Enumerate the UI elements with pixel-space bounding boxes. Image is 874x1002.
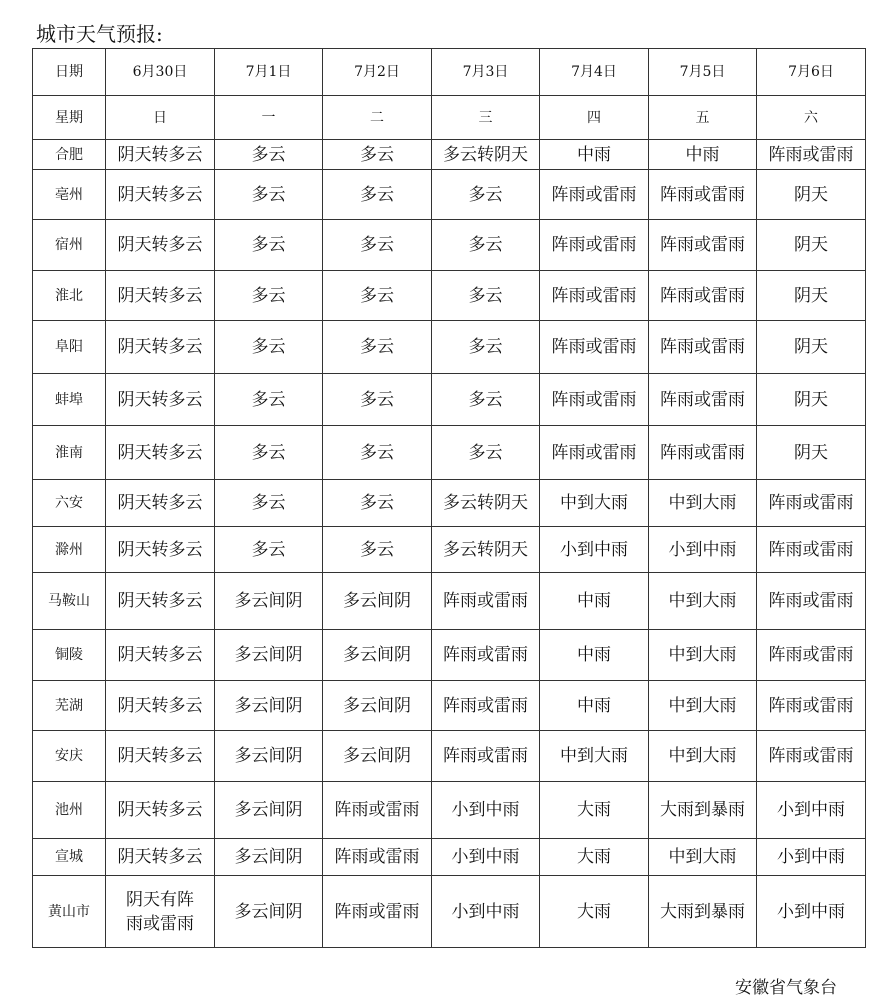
forecast-cell: 多云转阴天 <box>432 480 540 527</box>
forecast-cell: 中雨 <box>540 630 649 681</box>
forecast-cell: 多云转阴天 <box>432 140 540 170</box>
forecast-cell: 阵雨或雷雨 <box>757 140 866 170</box>
forecast-cell: 阴天 <box>757 170 866 220</box>
forecast-cell: 多云 <box>215 220 323 271</box>
forecast-cell: 多云 <box>323 170 432 220</box>
city-name: 池州 <box>33 782 106 839</box>
forecast-cell: 中到大雨 <box>649 731 757 782</box>
forecast-cell: 多云间阴 <box>215 839 323 876</box>
forecast-cell: 多云间阴 <box>215 630 323 681</box>
forecast-cell: 多云 <box>323 527 432 573</box>
forecast-cell: 多云 <box>215 271 323 321</box>
table-row <box>33 271 866 321</box>
forecast-cell: 阵雨或雷雨 <box>432 681 540 731</box>
forecast-cell: 阴天 <box>757 220 866 271</box>
forecast-cell: 阵雨或雷雨 <box>649 321 757 374</box>
forecast-cell: 多云间阴 <box>215 573 323 630</box>
forecast-cell: 阴天 <box>757 374 866 426</box>
forecast-cell: 阴天转多云 <box>106 527 215 573</box>
forecast-cell: 小到中雨 <box>432 782 540 839</box>
forecast-cell: 中到大雨 <box>540 731 649 782</box>
city-name: 黄山市 <box>33 876 106 948</box>
forecast-cell: 阴天转多云 <box>106 374 215 426</box>
forecast-cell: 阴天转多云 <box>106 426 215 480</box>
city-name: 滁州 <box>33 527 106 573</box>
forecast-cell: 阵雨或雷雨 <box>757 573 866 630</box>
forecast-cell: 中雨 <box>540 140 649 170</box>
issuer-label: 安徽省气象台 <box>735 978 837 998</box>
table-row <box>33 140 866 170</box>
table-row <box>33 731 866 782</box>
date-cell: 7月1日 <box>215 49 323 96</box>
table-row <box>33 170 866 220</box>
city-name: 阜阳 <box>33 321 106 374</box>
city-name: 蚌埠 <box>33 374 106 426</box>
forecast-cell: 大雨到暴雨 <box>649 782 757 839</box>
forecast-cell: 阵雨或雷雨 <box>649 426 757 480</box>
city-name: 马鞍山 <box>33 573 106 630</box>
city-name: 合肥 <box>33 140 106 170</box>
forecast-cell: 阵雨或雷雨 <box>323 839 432 876</box>
forecast-cell: 大雨 <box>540 839 649 876</box>
weekday-cell: 日 <box>106 96 215 140</box>
forecast-cell: 阵雨或雷雨 <box>649 374 757 426</box>
forecast-cell: 多云 <box>215 480 323 527</box>
forecast-cell: 中到大雨 <box>649 573 757 630</box>
city-name: 淮南 <box>33 426 106 480</box>
table-row <box>33 321 866 374</box>
forecast-cell: 多云 <box>215 426 323 480</box>
forecast-cell: 小到中雨 <box>432 876 540 948</box>
forecast-cell: 小到中雨 <box>649 527 757 573</box>
forecast-cell: 大雨 <box>540 782 649 839</box>
forecast-cell: 阴天转多云 <box>106 681 215 731</box>
forecast-cell: 阵雨或雷雨 <box>540 321 649 374</box>
table-row <box>33 630 866 681</box>
forecast-cell: 多云间阴 <box>215 681 323 731</box>
forecast-cell: 阵雨或雷雨 <box>757 480 866 527</box>
date-row-label: 日期 <box>33 49 106 96</box>
forecast-cell: 多云间阴 <box>323 573 432 630</box>
forecast-cell: 中到大雨 <box>649 681 757 731</box>
forecast-cell: 阵雨或雷雨 <box>432 573 540 630</box>
forecast-cell: 中雨 <box>540 681 649 731</box>
forecast-cell: 多云间阴 <box>215 876 323 948</box>
forecast-cell: 阴天转多云 <box>106 170 215 220</box>
city-name: 亳州 <box>33 170 106 220</box>
forecast-cell: 小到中雨 <box>540 527 649 573</box>
forecast-cell: 多云间阴 <box>323 731 432 782</box>
city-name: 安庆 <box>33 731 106 782</box>
date-cell: 7月2日 <box>323 49 432 96</box>
forecast-cell: 阵雨或雷雨 <box>649 170 757 220</box>
forecast-cell: 阵雨或雷雨 <box>432 731 540 782</box>
forecast-cell: 阴天 <box>757 271 866 321</box>
city-name: 六安 <box>33 480 106 527</box>
forecast-cell: 阴天转多云 <box>106 731 215 782</box>
forecast-cell: 多云 <box>432 271 540 321</box>
city-name: 铜陵 <box>33 630 106 681</box>
forecast-cell: 多云 <box>432 321 540 374</box>
forecast-cell: 多云 <box>215 374 323 426</box>
date-cell: 7月5日 <box>649 49 757 96</box>
date-cell: 7月3日 <box>432 49 540 96</box>
city-name: 宣城 <box>33 839 106 876</box>
forecast-cell: 阴天转多云 <box>106 782 215 839</box>
forecast-cell: 阵雨或雷雨 <box>757 527 866 573</box>
forecast-cell: 中到大雨 <box>649 839 757 876</box>
table-row <box>33 839 866 876</box>
forecast-cell: 阴天转多云 <box>106 573 215 630</box>
forecast-cell: 中到大雨 <box>649 630 757 681</box>
weekday-cell: 五 <box>649 96 757 140</box>
date-cell: 7月4日 <box>540 49 649 96</box>
forecast-cell: 多云 <box>432 426 540 480</box>
forecast-cell: 阴天转多云 <box>106 480 215 527</box>
forecast-cell: 小到中雨 <box>757 876 866 948</box>
forecast-cell: 阵雨或雷雨 <box>432 630 540 681</box>
forecast-cell: 阴天 <box>757 321 866 374</box>
forecast-cell: 多云 <box>323 140 432 170</box>
forecast-cell: 中到大雨 <box>540 480 649 527</box>
forecast-cell: 阵雨或雷雨 <box>540 271 649 321</box>
city-name: 淮北 <box>33 271 106 321</box>
forecast-cell: 阵雨或雷雨 <box>323 876 432 948</box>
date-header-row <box>33 49 866 96</box>
forecast-cell: 多云 <box>215 170 323 220</box>
forecast-cell: 中到大雨 <box>649 480 757 527</box>
table-row <box>33 782 866 839</box>
forecast-table <box>32 48 866 948</box>
forecast-cell: 多云 <box>323 480 432 527</box>
date-cell: 7月6日 <box>757 49 866 96</box>
city-name: 宿州 <box>33 220 106 271</box>
forecast-cell: 阵雨或雷雨 <box>540 374 649 426</box>
forecast-cell: 阴天转多云 <box>106 321 215 374</box>
forecast-cell: 多云 <box>323 321 432 374</box>
forecast-cell: 阵雨或雷雨 <box>540 220 649 271</box>
forecast-cell: 小到中雨 <box>432 839 540 876</box>
forecast-cell: 多云 <box>432 374 540 426</box>
forecast-cell: 阵雨或雷雨 <box>323 782 432 839</box>
weekday-cell: 三 <box>432 96 540 140</box>
table-row <box>33 527 866 573</box>
weekday-cell: 四 <box>540 96 649 140</box>
forecast-cell: 多云转阴天 <box>432 527 540 573</box>
forecast-cell: 阵雨或雷雨 <box>757 630 866 681</box>
forecast-cell: 阴天转多云 <box>106 220 215 271</box>
forecast-cell: 大雨到暴雨 <box>649 876 757 948</box>
forecast-cell: 中雨 <box>649 140 757 170</box>
table-row <box>33 374 866 426</box>
forecast-cell: 小到中雨 <box>757 839 866 876</box>
forecast-cell: 阴天 <box>757 426 866 480</box>
table-row <box>33 426 866 480</box>
forecast-cell: 多云 <box>323 271 432 321</box>
table-row <box>33 681 866 731</box>
weekday-header-row <box>33 96 866 140</box>
forecast-cell: 多云 <box>215 140 323 170</box>
forecast-cell: 多云 <box>323 374 432 426</box>
weekday-row-label: 星期 <box>33 96 106 140</box>
forecast-cell: 阴天有阵雨或雷雨 <box>106 876 215 948</box>
forecast-cell: 阵雨或雷雨 <box>540 426 649 480</box>
forecast-cell: 多云 <box>432 170 540 220</box>
weekday-cell: 二 <box>323 96 432 140</box>
forecast-cell: 阵雨或雷雨 <box>757 681 866 731</box>
table-row <box>33 220 866 271</box>
table-row <box>33 480 866 527</box>
forecast-cell: 多云 <box>323 426 432 480</box>
forecast-cell: 多云间阴 <box>215 731 323 782</box>
table-row <box>33 573 866 630</box>
forecast-cell: 多云间阴 <box>215 782 323 839</box>
forecast-cell: 小到中雨 <box>757 782 866 839</box>
forecast-cell: 多云间阴 <box>323 630 432 681</box>
forecast-cell: 阴天转多云 <box>106 630 215 681</box>
forecast-cell: 阵雨或雷雨 <box>649 220 757 271</box>
table-row <box>33 876 866 948</box>
forecast-cell: 中雨 <box>540 573 649 630</box>
city-name: 芜湖 <box>33 681 106 731</box>
forecast-cell: 多云 <box>323 220 432 271</box>
forecast-cell: 阴天转多云 <box>106 839 215 876</box>
forecast-cell: 阵雨或雷雨 <box>540 170 649 220</box>
forecast-cell: 阴天转多云 <box>106 140 215 170</box>
forecast-cell: 大雨 <box>540 876 649 948</box>
weekday-cell: 一 <box>215 96 323 140</box>
forecast-cell: 多云 <box>215 527 323 573</box>
forecast-cell: 阵雨或雷雨 <box>757 731 866 782</box>
page-title: 城市天气预报: <box>36 22 163 46</box>
forecast-cell: 阴天转多云 <box>106 271 215 321</box>
date-cell: 6月30日 <box>106 49 215 96</box>
forecast-cell: 多云 <box>432 220 540 271</box>
weekday-cell: 六 <box>757 96 866 140</box>
forecast-cell: 阵雨或雷雨 <box>649 271 757 321</box>
forecast-cell: 多云 <box>215 321 323 374</box>
forecast-cell: 多云间阴 <box>323 681 432 731</box>
